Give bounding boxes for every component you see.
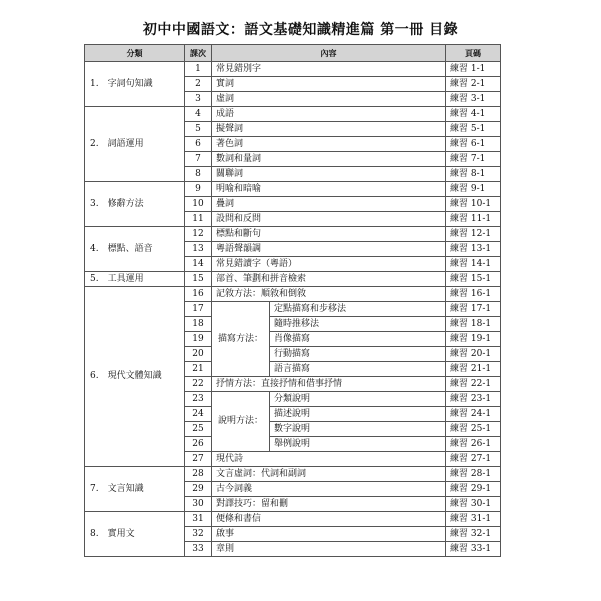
page-ref: 練習 6-1: [446, 137, 501, 152]
page-ref: 練習 20-1: [446, 347, 501, 362]
page-ref: 練習 32-1: [446, 527, 501, 542]
page-ref: 練習 18-1: [446, 317, 501, 332]
category-cell: 8. 實用文: [85, 512, 185, 557]
page-ref: 練習 9-1: [446, 182, 501, 197]
lesson-number: 21: [185, 362, 212, 377]
category-cell: 5. 工具運用: [85, 272, 185, 287]
header-lesson: 課次: [185, 45, 212, 62]
method-group-label: 說明方法：: [212, 392, 270, 452]
page-ref: 練習 15-1: [446, 272, 501, 287]
lesson-number: 14: [185, 257, 212, 272]
page-ref: 練習 2-1: [446, 77, 501, 92]
header-page: 頁碼: [446, 45, 501, 62]
page-ref: 練習 13-1: [446, 242, 501, 257]
table-row: [85, 182, 501, 197]
lesson-content: 標點和斷句: [212, 227, 446, 242]
page-ref: 練習 19-1: [446, 332, 501, 347]
lesson-content: 便條和書信: [212, 512, 446, 527]
lesson-number: 20: [185, 347, 212, 362]
lesson-content: 肖像描寫: [270, 332, 446, 347]
lesson-content: 部首、筆劃和拼音檢索: [212, 272, 446, 287]
page-ref: 練習 30-1: [446, 497, 501, 512]
lesson-number: 25: [185, 422, 212, 437]
category-cell: 4. 標點、語音: [85, 227, 185, 272]
lesson-number: 9: [185, 182, 212, 197]
lesson-content: 抒情方法：直接抒情和借事抒情: [212, 377, 446, 392]
page-ref: 練習 11-1: [446, 212, 501, 227]
page-ref: 練習 10-1: [446, 197, 501, 212]
method-group-label: 描寫方法：: [212, 302, 270, 377]
lesson-number: 23: [185, 392, 212, 407]
header-content: 內容: [212, 45, 446, 62]
lesson-number: 7: [185, 152, 212, 167]
page-ref: 練習 12-1: [446, 227, 501, 242]
page-ref: 練習 17-1: [446, 302, 501, 317]
lesson-content: 語言描寫: [270, 362, 446, 377]
lesson-number: 5: [185, 122, 212, 137]
page-ref: 練習 16-1: [446, 287, 501, 302]
category-cell: 7. 文言知識: [85, 467, 185, 512]
header-row: [85, 45, 501, 62]
lesson-number: 1: [185, 62, 212, 77]
lesson-number: 33: [185, 542, 212, 557]
page-ref: 練習 27-1: [446, 452, 501, 467]
lesson-content: 數詞和量詞: [212, 152, 446, 167]
category-cell: 1. 字詞句知識: [85, 62, 185, 107]
lesson-number: 2: [185, 77, 212, 92]
lesson-number: 16: [185, 287, 212, 302]
lesson-content: 疊詞: [212, 197, 446, 212]
lesson-content: 成語: [212, 107, 446, 122]
lesson-content: 設問和反問: [212, 212, 446, 227]
page-ref: 練習 1-1: [446, 62, 501, 77]
page-ref: 練習 33-1: [446, 542, 501, 557]
page-ref: 練習 4-1: [446, 107, 501, 122]
lesson-number: 31: [185, 512, 212, 527]
lesson-number: 29: [185, 482, 212, 497]
document-title: 初中中國語文：語文基礎知識精進篇 第一冊 目錄: [142, 22, 459, 38]
lesson-content: 行動描寫: [270, 347, 446, 362]
lesson-number: 8: [185, 167, 212, 182]
lesson-number: 22: [185, 377, 212, 392]
page-ref: 練習 26-1: [446, 437, 501, 452]
page-ref: 練習 25-1: [446, 422, 501, 437]
table-row: [85, 62, 501, 77]
lesson-content: 常見錯別字: [212, 62, 446, 77]
page-ref: 練習 14-1: [446, 257, 501, 272]
page-ref: 練習 23-1: [446, 392, 501, 407]
category-cell: 6. 現代文體知識: [85, 287, 185, 467]
table-row: [85, 272, 501, 287]
category-cell: 3. 修辭方法: [85, 182, 185, 227]
page-ref: 練習 3-1: [446, 92, 501, 107]
table-row: [85, 227, 501, 242]
lesson-content: 著色詞: [212, 137, 446, 152]
lesson-number: 26: [185, 437, 212, 452]
lesson-content: 明喻和暗喻: [212, 182, 446, 197]
lesson-content: 古今詞義: [212, 482, 446, 497]
table-row: [85, 287, 501, 302]
lesson-content: 章則: [212, 542, 446, 557]
lesson-content: 虛詞: [212, 92, 446, 107]
table-of-contents: [84, 44, 501, 557]
page-ref: 練習 31-1: [446, 512, 501, 527]
lesson-number: 3: [185, 92, 212, 107]
page-ref: 練習 8-1: [446, 167, 501, 182]
lesson-number: 32: [185, 527, 212, 542]
lesson-number: 30: [185, 497, 212, 512]
lesson-number: 24: [185, 407, 212, 422]
lesson-content: 舉例說明: [270, 437, 446, 452]
lesson-content: 粵語聲韻調: [212, 242, 446, 257]
lesson-number: 11: [185, 212, 212, 227]
lesson-number: 6: [185, 137, 212, 152]
page-ref: 練習 5-1: [446, 122, 501, 137]
lesson-content: 分類說明: [270, 392, 446, 407]
lesson-content: 記敘方法：順敘和倒敘: [212, 287, 446, 302]
lesson-content: 現代詩: [212, 452, 446, 467]
lesson-content: 定點描寫和步移法: [270, 302, 446, 317]
lesson-content: 隨時推移法: [270, 317, 446, 332]
lesson-number: 17: [185, 302, 212, 317]
lesson-number: 28: [185, 467, 212, 482]
page-ref: 練習 22-1: [446, 377, 501, 392]
lesson-content: 關聯詞: [212, 167, 446, 182]
lesson-number: 10: [185, 197, 212, 212]
lesson-content: 對譯技巧：留和刪: [212, 497, 446, 512]
page-ref: 練習 24-1: [446, 407, 501, 422]
category-cell: 2. 詞語運用: [85, 107, 185, 182]
lesson-number: 27: [185, 452, 212, 467]
table-row: [85, 512, 501, 527]
lesson-number: 19: [185, 332, 212, 347]
lesson-content: 擬聲詞: [212, 122, 446, 137]
lesson-number: 18: [185, 317, 212, 332]
lesson-number: 12: [185, 227, 212, 242]
page-ref: 練習 29-1: [446, 482, 501, 497]
lesson-content: 文言虛詞：代詞和副詞: [212, 467, 446, 482]
page-ref: 練習 21-1: [446, 362, 501, 377]
lesson-content: 數字說明: [270, 422, 446, 437]
page-ref: 練習 7-1: [446, 152, 501, 167]
lesson-number: 4: [185, 107, 212, 122]
lesson-content: 實詞: [212, 77, 446, 92]
lesson-content: 常見錯讀字（粵語）: [212, 257, 446, 272]
table-row: [85, 467, 501, 482]
table-row: [85, 107, 501, 122]
lesson-number: 13: [185, 242, 212, 257]
lesson-number: 15: [185, 272, 212, 287]
page-ref: 練習 28-1: [446, 467, 501, 482]
header-category: 分類: [85, 45, 185, 62]
lesson-content: 啟事: [212, 527, 446, 542]
lesson-content: 描述說明: [270, 407, 446, 422]
